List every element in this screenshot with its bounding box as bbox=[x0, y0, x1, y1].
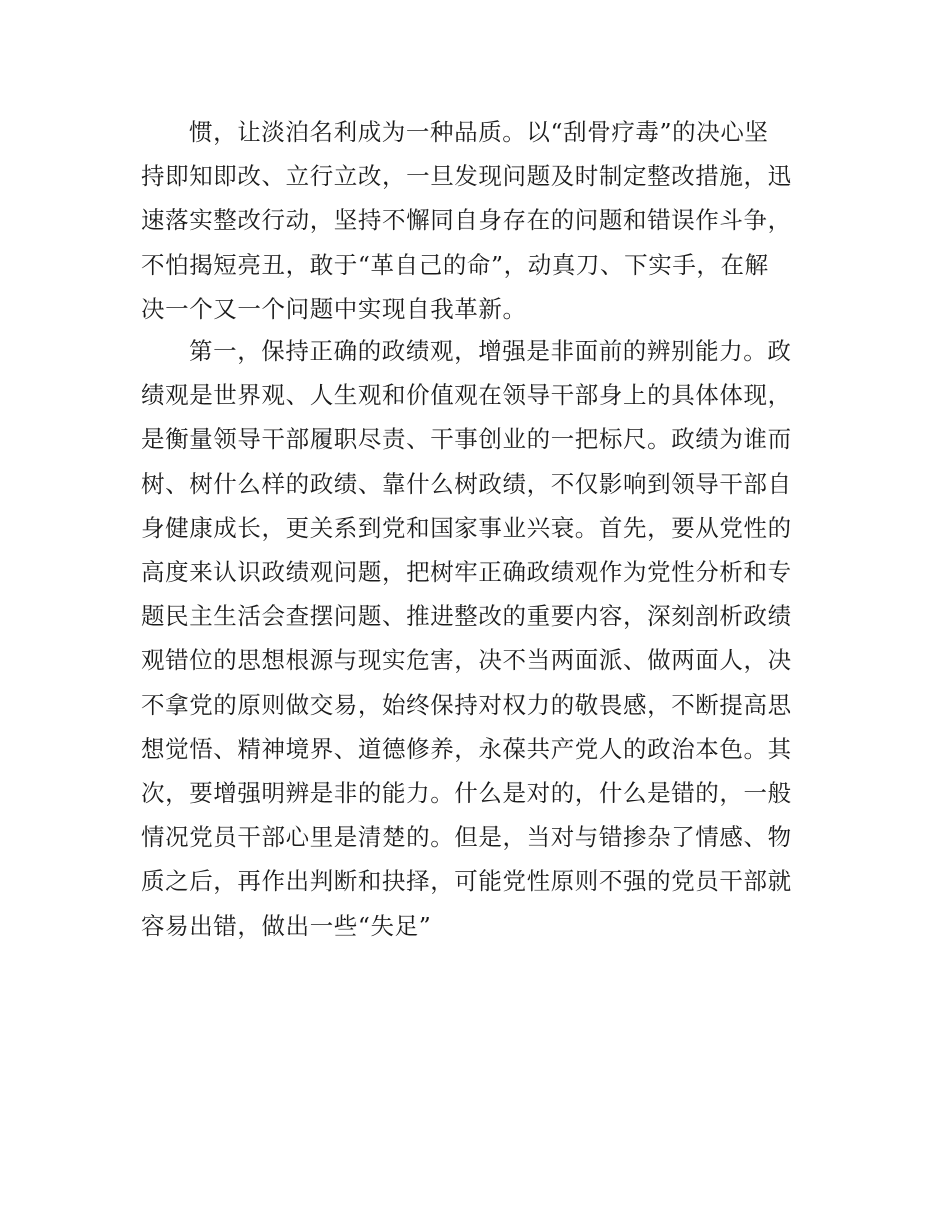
text-line: 不拿党的原则做交易，始终保持对权力的敬畏感，不断提高思 bbox=[141, 690, 792, 719]
paragraph-first-point bbox=[141, 329, 811, 948]
text-line: 是衡量领导干部履职尽责、干事创业的一把标尺。政绩为谁而 bbox=[141, 425, 792, 454]
text-line: 第一，保持正确的政绩观，增强是非面前的辨别能力。政 bbox=[189, 337, 792, 365]
text-line: 不怕揭短亮丑，敢于“革自己的命”，动真刀、下实手，在解 bbox=[141, 250, 769, 279]
text-line: 次，要增强明辨是非的能力。什么是对的，什么是错的，一般 bbox=[141, 779, 792, 808]
text-line: 题民主生活会查摆问题、推进整改的重要内容，深刻剖析政绩 bbox=[141, 602, 792, 631]
text-line: 决一个又一个问题中实现自我革新。 bbox=[141, 294, 527, 323]
text-line: 想觉悟、精神境界、道德修养，永葆共产党人的政治本色。其 bbox=[141, 734, 792, 763]
paragraph-continuation bbox=[141, 110, 811, 331]
text-line: 速落实整改行动，坚持不懈同自身存在的问题和错误作斗争， bbox=[141, 206, 792, 235]
text-line: 高度来认识政绩观问题，把树牢正确政绩观作为党性分析和专 bbox=[141, 558, 792, 587]
text-line: 身健康成长，更关系到党和国家事业兴衰。首先，要从党性的 bbox=[141, 513, 792, 542]
text-line: 树、树什么样的政绩、靠什么树政绩，不仅影响到领导干部自 bbox=[141, 469, 792, 498]
text-line: 惯，让淡泊名利成为一种品质。以“刮骨疗毒”的决心坚 bbox=[189, 118, 769, 146]
text-line: 容易出错，做出一些“失足” bbox=[141, 911, 432, 940]
text-line: 观错位的思想根源与现实危害，决不当两面派、做两面人，决 bbox=[141, 646, 792, 675]
text-line: 绩观是世界观、人生观和价值观在领导干部身上的具体体现， bbox=[141, 381, 792, 410]
text-line: 质之后，再作出判断和抉择，可能党性原则不强的党员干部就 bbox=[141, 867, 792, 896]
text-line: 持即知即改、立行立改，一旦发现问题及时制定整改措施，迅 bbox=[141, 162, 792, 191]
text-line: 情况党员干部心里是清楚的。但是，当对与错掺杂了情感、物 bbox=[141, 823, 792, 852]
